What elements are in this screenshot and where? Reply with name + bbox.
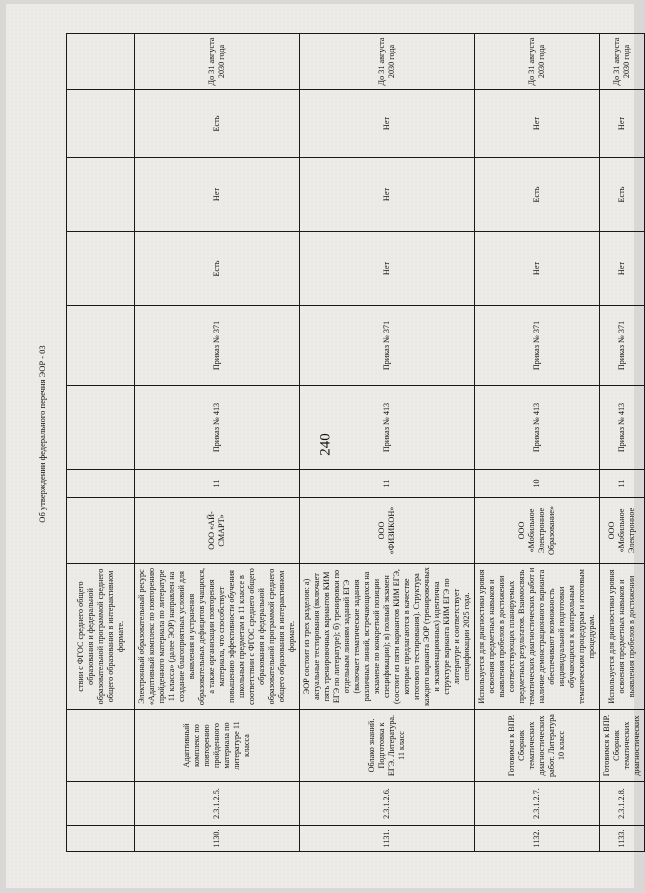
row-grade: 11 — [600, 470, 645, 498]
row-number: 1131. — [300, 826, 475, 852]
row-order-1 — [67, 386, 135, 470]
table-row — [300, 34, 475, 852]
row-name — [67, 710, 135, 782]
row-code: 2.3.1.2.5. — [135, 782, 300, 826]
table-row — [135, 34, 300, 852]
row-order-2: Приказ № 371 — [475, 306, 600, 386]
row-order-2 — [67, 306, 135, 386]
row-flag-1: Нет — [600, 232, 645, 306]
row-flag-2 — [67, 158, 135, 232]
row-flag-3: Нет — [300, 90, 475, 158]
row-flag-1: Нет — [300, 232, 475, 306]
row-code: 2.3.1.2.6. — [300, 782, 475, 826]
row-order-1: Приказ № 413 — [475, 386, 600, 470]
row-deadline: До 31 августа 2030 года — [475, 34, 600, 90]
row-flag-2: Нет — [300, 158, 475, 232]
row-order-2: Приказ № 371 — [300, 306, 475, 386]
row-flag-1 — [67, 232, 135, 306]
rotated-table-container — [66, 34, 641, 852]
row-deadline — [67, 34, 135, 90]
row-grade: 10 — [475, 470, 600, 498]
row-code — [67, 782, 135, 826]
row-order-1: Приказ № 413 — [600, 386, 645, 470]
row-number: 1132. — [475, 826, 600, 852]
row-number — [67, 826, 135, 852]
row-description: Используется для диагностики уровня освоения предметных навыков и выявления пробелов в достижении — [600, 564, 645, 710]
row-grade — [67, 470, 135, 498]
table-row — [475, 34, 600, 852]
row-provider: ООО «Мобильное Электронное Образование» — [475, 498, 600, 564]
row-provider — [67, 498, 135, 564]
row-description: ствии с ФГОС среднего общего образования и федеральной образовательной программой среднего общего образования в интерактивном формате. — [67, 564, 135, 710]
row-description: Используется для диагностики уровня освоения предметных навыков и выявления пробелов в достижении соответствующих планируемых предметных результатов. Взаимосвязь тематических диагностических работ и наличие демонстрационного варианта обеспечивают возможность индивидуальной подготовки обучающихся к контрольным тематическим процедурам и итоговым процедурам. — [475, 564, 600, 710]
row-flag-3: Нет — [475, 90, 600, 158]
row-flag-3: Нет — [600, 90, 645, 158]
row-provider: ООО «ФИЗИКОН» — [300, 498, 475, 564]
row-deadline: До 31 августа 2030 года — [300, 34, 475, 90]
row-order-2: Приказ № 371 — [600, 306, 645, 386]
row-deadline: До 31 августа 2030 года — [600, 34, 645, 90]
table-row — [600, 34, 645, 852]
row-grade: 11 — [135, 470, 300, 498]
row-name: Готовимся к ВПР. Сборник тематических диагностических — [600, 710, 645, 782]
row-order-1: Приказ № 413 — [300, 386, 475, 470]
row-name: Адаптивный комплекс по повторению пройденного материала по литературе 11 класса — [135, 710, 300, 782]
row-flag-1: Есть — [135, 232, 300, 306]
row-description: ЭОР состоит из трех разделов: а) актуальные тестирования (включает пять тренировочных вариантов КИМ ЕГЭ по литературе); б) тренировки по отдельным линиям заданий ЕГЭ (включает тематические задания различных линий, встречающихся на экзамене по конкретной позиции спецификации); в) полный экзамен (состоит из пяти вариантов КИМ ЕГЭ, которые предлагаются в качестве итогового тестирования). Структура каждого варианта ЭОР (тренировочных и экзаменационных) идентична структуре варианта КИМ ЕГЭ по литературе и соответствует спецификации 2025 года. — [300, 564, 475, 710]
table-row — [67, 34, 135, 852]
row-flag-3: Есть — [135, 90, 300, 158]
row-number: 1133. — [600, 826, 645, 852]
row-name: Облако знаний. Подготовка к ЕГЭ. Литература. 11 класс — [300, 710, 475, 782]
row-flag-2: Есть — [600, 158, 645, 232]
page-number: 240 — [317, 433, 334, 456]
row-flag-2: Есть — [475, 158, 600, 232]
row-flag-1: Нет — [475, 232, 600, 306]
row-order-1: Приказ № 413 — [135, 386, 300, 470]
row-provider: ООО «АЙ-СМАРТ» — [135, 498, 300, 564]
row-flag-2: Нет — [135, 158, 300, 232]
scanned-page — [6, 4, 641, 888]
row-code: 2.3.1.2.7. — [475, 782, 600, 826]
row-code: 2.3.1.2.8. — [600, 782, 645, 826]
resource-table — [66, 33, 645, 852]
row-order-2: Приказ № 371 — [135, 306, 300, 386]
row-deadline: До 31 августа 2030 года — [135, 34, 300, 90]
footer-text: Об утверждении федерального перечня ЭОР - 03 — [37, 345, 47, 523]
row-provider: ООО «Мобильное Электронное — [600, 498, 645, 564]
row-number: 1130. — [135, 826, 300, 852]
row-description: Электронный образовательный ресурс «Адаптивный комплекс по повторению пройденного материала по литературе 11 класса» (далее ЭОР) направлен на создание благоприятных условий для выявления и устранения образовательных дефицитов учащихся, а также организации повторения материала, что способствует повышению эффективности обучения школьным предметам в 11 классе в соответствии с ФГОС среднего общего образования и федеральной образовательной программой среднего общего образования в интерактивном формате. — [135, 564, 300, 710]
row-name: Готовимся к ВПР. Сборник тематических диагностических работ. Литература 10 класс — [475, 710, 600, 782]
row-flag-3 — [67, 90, 135, 158]
row-grade: 11 — [300, 470, 475, 498]
